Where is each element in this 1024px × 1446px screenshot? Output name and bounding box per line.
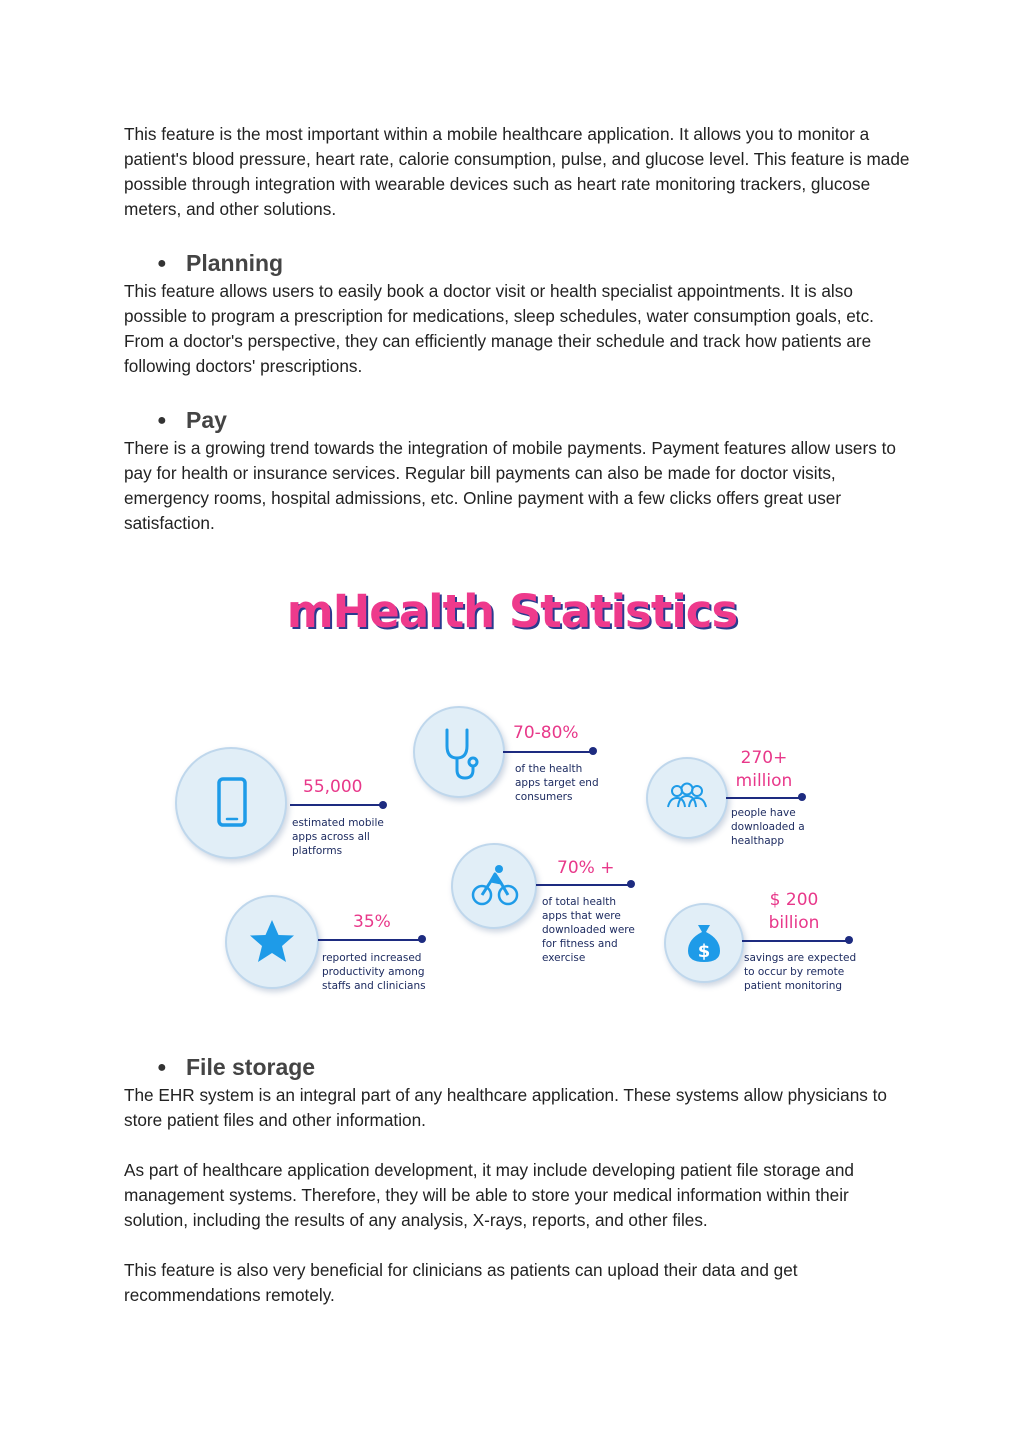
stat-desc-consumers: of the health apps target end consumers: [515, 763, 599, 803]
svg-text:$: $: [697, 941, 711, 962]
stethoscope-circle: [413, 706, 505, 798]
stethoscope-icon: [415, 708, 503, 796]
cyclist-icon: [453, 845, 535, 927]
people-circle: [646, 757, 728, 839]
stat-rule: [742, 940, 848, 942]
planning-paragraph: This feature allows users to easily book a doctor visit or health specialist appointments. It is also possible to program a prescription for medications, sleep schedules, water consumption goals, etc. From a doctor's perspective, they can efficiently manage their schedule and track how patients are following doctors' prescriptions.: [124, 281, 874, 376]
stat-rule: [503, 751, 593, 753]
intro-paragraph: This feature is the most important within a mobile healthcare application. It allows you to monitor a patient's blood pressure, heart rate, calorie consumption, pulse, and glucose level. This feature is made possible through integration with wearable devices such as heart rate monitoring trackers, glucose meters, and other solutions.: [124, 124, 910, 219]
heading-text: Planning: [186, 250, 284, 276]
smartphone-icon: [177, 749, 285, 857]
stat-rule: [290, 804, 382, 806]
stat-dot: [589, 747, 597, 755]
stat-dot: [418, 935, 426, 943]
stat-desc-savings: savings are expected to occur by remote patient monitoring: [744, 952, 857, 992]
stat-value-downloads: 270+ million: [735, 748, 793, 791]
stat-desc-downloads: people have downloaded a healthapp: [731, 807, 805, 847]
stat-rule: [726, 797, 802, 799]
pay-paragraph: There is a growing trend towards the integration of mobile payments. Payment features allow users to pay for health or insurance services. Regular bill payments can also be made for doctor visits, emergency rooms, hospital admissions, etc. Online payment with a few clicks offers great user satisfaction.: [124, 438, 896, 533]
people-icon: [648, 759, 726, 837]
file-storage-paragraph-3: This feature is also very beneficial for clinicians as patients can upload their data and get recommendations remotely.: [124, 1260, 798, 1305]
section-heading-planning: [157, 249, 283, 278]
stat-dot: [379, 801, 387, 809]
bullet: ●: [157, 412, 167, 429]
stat-desc-fitness: of total health apps that were downloaded were for fitness and exercise: [542, 896, 635, 964]
money-bag-circle: [664, 903, 744, 983]
stat-value-fitness: 70% +: [557, 858, 615, 878]
infographic-title: mHealth Statistics: [286, 585, 738, 638]
stat-value-consumers: 70-80%: [513, 723, 579, 743]
stat-value-savings: $ 200 billion: [768, 890, 820, 933]
smartphone-circle: [175, 747, 287, 859]
bullet: ●: [157, 1059, 167, 1076]
stat-rule: [536, 884, 631, 886]
stat-dot: [627, 880, 635, 888]
stat-value-productivity: 35%: [353, 912, 391, 932]
stat-rule: [318, 939, 422, 941]
stat-desc-mobile-apps: estimated mobile apps across all platforms: [292, 817, 384, 857]
star-icon: [227, 897, 317, 987]
money-bag-icon: [666, 905, 742, 981]
stat-desc-productivity: reported increased productivity among staffs and clinicians: [322, 952, 426, 992]
cyclist-circle: [451, 843, 537, 929]
heading-text: Pay: [186, 407, 227, 433]
heading-text: File storage: [186, 1054, 316, 1080]
file-storage-paragraph-1: The EHR system is an integral part of any healthcare application. These systems allow physicians to store patient files and other information.: [124, 1085, 887, 1130]
bullet: ●: [157, 255, 167, 272]
stat-dot: [798, 793, 806, 801]
star-circle: [225, 895, 319, 989]
stat-value-mobile-apps: 55,000: [303, 777, 363, 797]
stat-dot: [845, 936, 853, 944]
section-heading-pay: [157, 406, 227, 435]
file-storage-paragraph-2: As part of healthcare application development, it may include developing patient file storage and management systems. Therefore, they will be able to store your medical information within their solution, including the results of any analysis, X-rays, reports, and other files.: [124, 1160, 854, 1230]
section-heading-file-storage: [157, 1053, 315, 1082]
